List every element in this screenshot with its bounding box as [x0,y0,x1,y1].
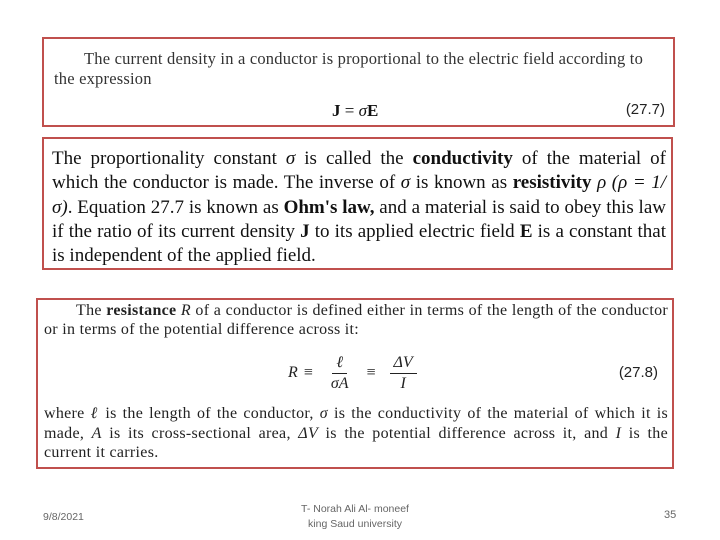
text-run: is the length of the conductor, [99,405,320,422]
frac-numerator: ℓ [332,353,347,374]
symbol-ell: ℓ [90,405,100,422]
text-run: is the current it carries. [44,424,668,461]
text-run: is the conductivity of the material of which it is made, [44,405,669,442]
eq-sigma: σ [358,101,367,120]
term-resistance: resistance [106,302,177,319]
conductivity-paragraph [52,147,666,268]
symbol-sigma: σ [285,148,296,169]
frac-denominator: σA [330,374,349,392]
text-run: where [44,405,91,422]
text-run: and a material is said to obey this law if the ratio of its current density [52,196,666,242]
fraction-voltage-over-current [390,353,417,394]
text-run: to its applied electric field [309,220,520,242]
fraction-length-over-sigma-area [327,353,353,394]
equation-number-27-8: (27.8) [618,364,658,381]
frac-denominator: I [400,374,406,392]
symbol-sigma: σ [319,405,328,422]
resistance-definition-paragraph [44,301,668,339]
text-run: . Equation 27.7 is known as [67,196,284,218]
term-conductivity: conductivity [412,148,513,169]
eq-R: R [288,364,298,381]
eq-equals: = [344,101,355,120]
eq-E: E [366,101,379,120]
ohms-law-equation [332,101,378,121]
footer-author [280,502,430,532]
resistance-variables-paragraph [44,404,668,463]
equation-number-27-7: (27.7) [625,101,665,118]
symbol-I: I [615,424,622,442]
symbol-sigma: σ [400,172,411,194]
symbol-J: J [300,220,310,242]
term-ohms-law: Ohm's law, [283,196,375,218]
symbol-E: E [519,220,533,242]
text-run: is its cross-sectional area, [101,424,299,442]
resistivity-expression: ρ (ρ = 1/σ) [52,172,666,218]
eq-J: J [332,101,341,120]
author-affiliation: king Saud university [308,518,402,530]
eq-equiv: ≡ [366,364,376,381]
text-run: is a constant that is independent of the applied field. [52,220,666,267]
author-name: T- Norah Ali Al- moneef [301,503,409,515]
footer-date: 9/8/2021 [43,511,84,523]
text-run: is known as [410,172,513,194]
text-run: The proportionality constant [52,148,286,169]
slide-number: 35 [664,509,677,521]
resistance-box [36,298,674,469]
text-run: is called the [295,148,413,169]
text-run: of a conductor is defined either in terms of the length of the conductor or in terms of the potential difference across it: [44,302,668,338]
frac-numerator: ΔV [390,353,417,374]
current-density-paragraph: The current density in a conductor is proportional to the electric field according to the expression [54,49,644,88]
resistance-equation [288,348,425,398]
term-resistivity: resistivity [512,172,592,194]
symbol-A: A [91,424,102,442]
current-density-box [42,37,675,127]
text-run: The [76,302,107,319]
symbol-R: R [176,302,191,319]
symbol-delta-v: ΔV [298,424,319,442]
text-run: of the material of which the conductor is made. The inverse of [52,148,667,194]
conductivity-box [42,137,673,270]
eq-equiv: ≡ [303,364,313,381]
text-run: is the potential difference across it, and [318,424,616,442]
